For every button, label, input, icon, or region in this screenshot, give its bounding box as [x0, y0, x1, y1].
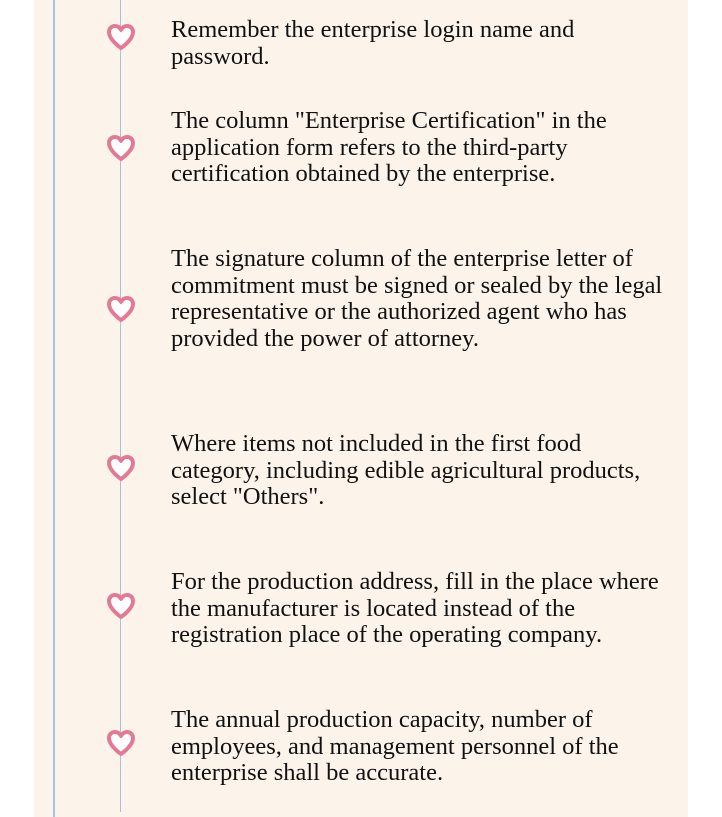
note-text: Where items not included in the first food category, including edible agricultural products, select "Others".: [171, 430, 641, 510]
note-text: For the production address, fill in the place where the manufacturer is located instead of the registration place of the operating company.: [171, 568, 659, 648]
note-text: The column "Enterprise Certification" in the application form refers to the third-party certification obtained by the enterprise.: [171, 107, 607, 187]
heart-icon: [104, 20, 138, 54]
note-text: The signature column of the enterprise letter of commitment must be signed or sealed by the legal representative or the authorized agent who has provided the power of attorney.: [171, 245, 663, 352]
note-text: Remember the enterprise login name and password.: [171, 16, 575, 70]
heart-icon: [104, 131, 138, 165]
heart-icon: [104, 292, 138, 326]
heart-icon: [104, 451, 138, 485]
heart-icon: [104, 726, 138, 760]
heart-icon: [104, 589, 138, 623]
note-text: The annual production capacity, number of employees, and management personnel of the enterprise shall be accurate.: [171, 706, 619, 786]
